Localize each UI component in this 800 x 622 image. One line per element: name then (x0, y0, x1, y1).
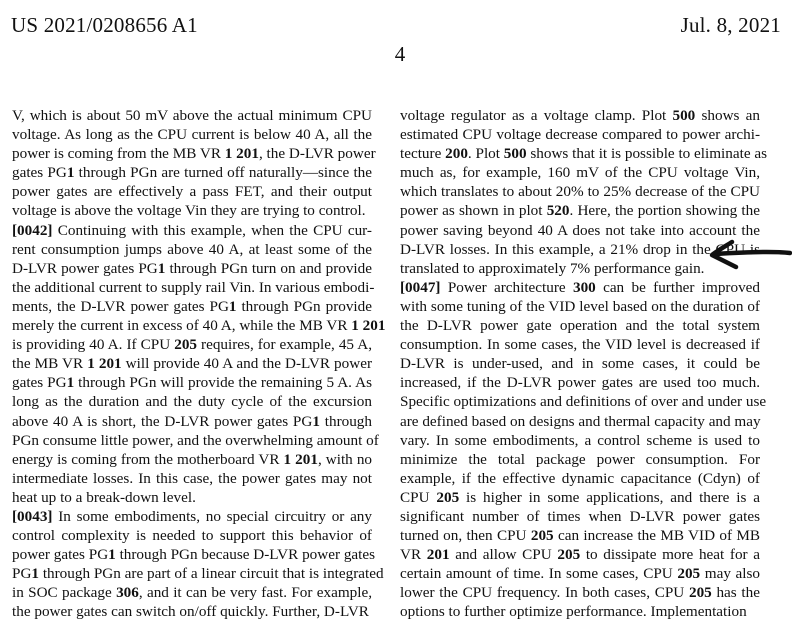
handwritten-arrow-icon (702, 238, 792, 270)
text-line: the D-LVR power gate operation and the total system (400, 317, 760, 335)
text-line: gates PG1 through PGn will provide the remaining 5 A. As (12, 374, 372, 392)
text-line: much as, for example, 160 mV of the CPU voltage Vin, (400, 164, 760, 182)
text-line: tecture 200. Plot 500 shows that it is possible to eliminate as (400, 145, 768, 163)
text-line: significant number of times when D-LVR power gates (400, 507, 760, 525)
right-text-column (400, 106, 768, 622)
text-line: long as the duration and the duty cycle of the excursion (12, 393, 372, 411)
text-line: the MB VR 1 201 will provide 40 A and the D-LVR power (12, 355, 373, 373)
publication-number: US 2021/0208656 A1 (11, 13, 198, 37)
text-line: power as shown in plot 520. Here, the portion showing the (400, 202, 760, 220)
text-line: [0043] In some embodiments, no special circuitry or any (12, 507, 372, 525)
text-line: merely the current in excess of 40 A, while the MB VR 1 201 (12, 317, 386, 335)
text-line: are defined based on designs and thermal capacity and may (400, 412, 761, 430)
text-line: voltage regulator as a voltage clamp. Plot 500 shows an (400, 107, 761, 124)
text-line: V, which is about 50 mV above the actual minimum CPU (12, 107, 372, 124)
text-line: certain amount of time. In some cases, CPU 205 may also (400, 565, 760, 583)
text-line: heat up to a break-down level. (12, 488, 196, 506)
text-line: PGn consume little power, and the overwhelming amount of (12, 431, 379, 449)
text-line: rent consumption jumps above 40 A, at least some of the (12, 240, 372, 258)
text-line: the additional current to supply rail Vin. In various embodi- (12, 278, 375, 296)
text-line: consumption. In some cases, the VID level is decreased if (400, 336, 760, 354)
text-line: D-LVR power gates PG1 through PGn turn on and provide (12, 259, 372, 277)
text-line: power is coming from the MB VR 1 201, the D-LVR power (12, 145, 376, 163)
text-line: Specific optimizations and definitions of over and under use (400, 393, 767, 411)
text-line: is providing 40 A. If CPU 205 requires, for example, 45 A, (12, 336, 372, 354)
text-line: options to further optimize performance. Implementation (400, 603, 747, 621)
text-line: ments, the D-LVR power gates PG1 through PGn provide (12, 297, 372, 315)
text-line: [0042] Continuing with this example, when the CPU cur- (12, 221, 372, 239)
text-line: the power gates can switch on/off quickly. Further, D-LVR (12, 603, 369, 621)
text-line: D-LVR is under-used, and in some cases, it could be (400, 355, 760, 373)
text-line: D-LVR losses. In this example, a 21% drop in the CPU is (400, 240, 760, 258)
text-line: CPU 205 is higher in some applications, and there is a (400, 488, 761, 506)
left-text-column (12, 106, 386, 622)
text-line: power gates PG1 through PGn because D-LVR power gates (12, 546, 376, 564)
text-line: lower the CPU frequency. In both cases, CPU 205 has the (400, 584, 760, 602)
page-number: 4 (394, 42, 406, 66)
text-line: intermediate losses. In this case, the power gates may not (12, 469, 372, 487)
publication-date: Jul. 8, 2021 (680, 13, 781, 37)
text-line: power gates are effectively a pass FET, and their output (12, 183, 372, 201)
text-line: estimated CPU voltage decrease compared to power archi- (400, 126, 760, 144)
text-line: turned on, then CPU 205 can increase the MB VID of MB (400, 527, 761, 545)
text-line: [0047] Power architecture 300 can be further improved (400, 278, 760, 296)
text-line: with some tuning of the VID level based on the duration of (400, 297, 760, 315)
text-line: control complexity is needed to support this behavior of (12, 527, 372, 545)
text-line: increased, if the D-LVR power gates are used too much. (400, 374, 760, 392)
text-line: gates PG1 through PGn are turned off naturally—since the (12, 164, 372, 182)
text-line: in SOC package 306, and it can be very fast. For example, (12, 584, 373, 602)
text-line: which translates to about 20% to 25% decrease of the CPU (400, 183, 760, 201)
text-line: power saving beyond 40 A does not take into account the (400, 221, 760, 239)
text-line: voltage is above the voltage Vin they are trying to control. (12, 202, 366, 220)
text-line: minimize the total package power consumption. For (400, 450, 760, 468)
text-line: above 40 A is short, the D-LVR power gates PG1 through (12, 412, 372, 430)
text-line: PG1 through PGn are part of a linear circuit that is integrated (12, 565, 384, 583)
text-line: voltage. As long as the CPU current is below 40 A, all the (12, 126, 372, 144)
text-line: VR 201 and allow CPU 205 to dissipate more heat for a (400, 546, 761, 564)
text-line: energy is coming from the motherboard VR 1 201, with no (12, 450, 373, 468)
text-line: example, if the effective dynamic capacitance (Cdyn) of (400, 469, 760, 487)
text-line: translated to approximately 7% performance gain. (400, 259, 705, 277)
text-line: vary. In some embodiments, a control scheme is used to (400, 431, 760, 449)
